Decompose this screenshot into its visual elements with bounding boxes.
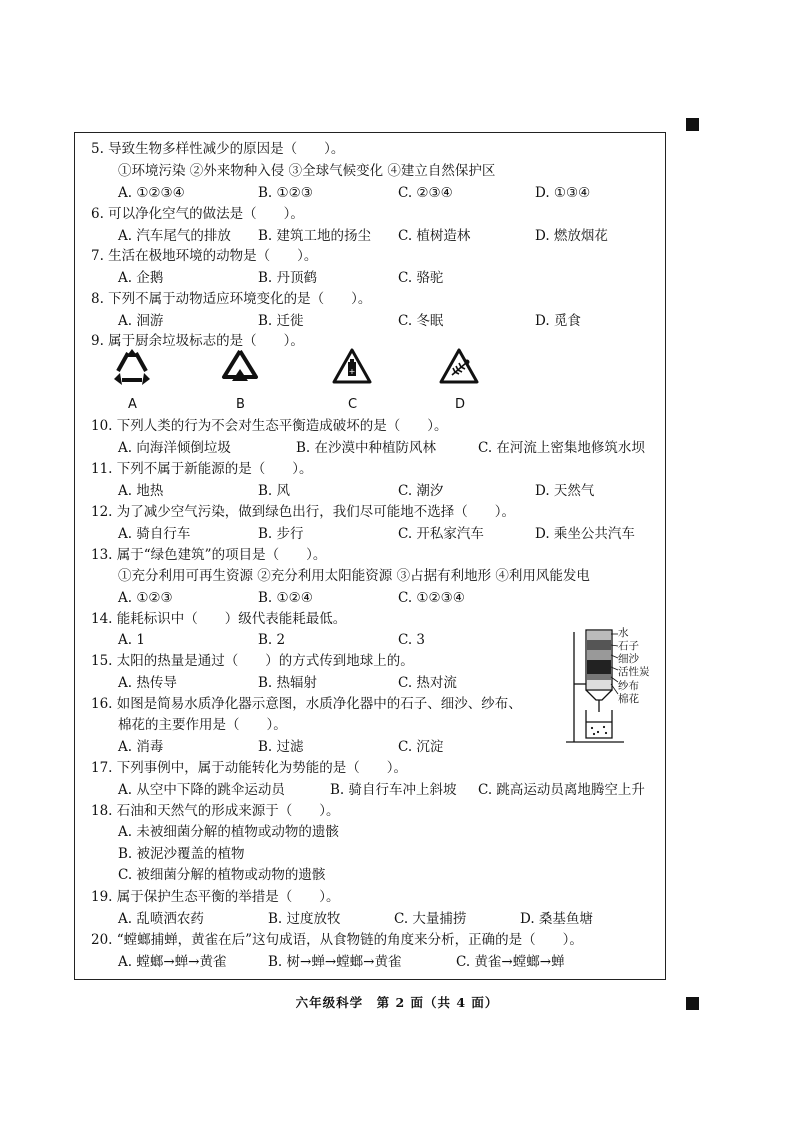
battery-hazard-icon[interactable] — [330, 347, 374, 387]
q18-option-a[interactable]: A. 未被细菌分解的植物或动物的遗骸 — [118, 824, 339, 840]
q8-option-a[interactable]: A. 洄游 — [118, 313, 164, 329]
q13-stem: 13. 属于“绿色建筑”的项目是（ ）。 — [91, 547, 327, 563]
q16-option-c[interactable]: C. 沉淀 — [398, 739, 444, 755]
q6-option-a[interactable]: A. 汽车尾气的排放 — [118, 228, 231, 244]
q13-option-b[interactable]: B. ①②④ — [258, 590, 313, 606]
cycle-arrows-icon[interactable] — [218, 347, 262, 387]
q12-stem: 12. 为了减少空气污染，做到绿色出行，我们尽可能地不选择（ ）。 — [91, 504, 516, 520]
q5-option-b[interactable]: B. ①②③ — [258, 185, 313, 201]
q19-option-b[interactable]: B. 过度放牧 — [268, 911, 341, 927]
q9-label-d: D — [455, 397, 466, 412]
q11-option-a[interactable]: A. 地热 — [118, 483, 164, 499]
q6-option-d[interactable]: D. 燃放烟花 — [535, 228, 608, 244]
q11-option-c[interactable]: C. 潮汐 — [398, 483, 444, 499]
q7-option-b[interactable]: B. 丹顶鹤 — [258, 270, 318, 286]
q20-stem: 20. “螳螂捕蝉，黄雀在后”这句成语，从食物链的角度来分析，正确的是（ ）。 — [91, 932, 583, 948]
q11-option-d[interactable]: D. 天然气 — [535, 483, 595, 499]
q15-option-b[interactable]: B. 热辐射 — [258, 675, 318, 691]
q6-option-b[interactable]: B. 建筑工地的扬尘 — [258, 228, 372, 244]
q8-stem: 8. 下列不属于动物适应环境变化的是（ ）。 — [91, 291, 372, 307]
water-filter-diagram — [564, 624, 660, 746]
q12-option-c[interactable]: C. 开私家汽车 — [398, 526, 484, 542]
q11-option-b[interactable]: B. 风 — [258, 483, 291, 499]
q6-stem: 6. 可以净化空气的做法是（ ）。 — [91, 206, 304, 222]
q11-stem: 11. 下列不属于新能源的是（ ）。 — [91, 461, 313, 477]
q12-option-b[interactable]: B. 步行 — [258, 526, 304, 542]
q9-label-a: A — [128, 397, 137, 412]
q7-option-a[interactable]: A. 企鹅 — [118, 270, 164, 286]
q10-option-b[interactable]: B. 在沙漠中种植防风林 — [296, 440, 437, 456]
q15-stem: 15. 太阳的热量是通过（ ）的方式传到地球上的。 — [91, 653, 414, 669]
q20-option-b[interactable]: B. 树→蝉→螳螂→黄雀 — [268, 954, 402, 970]
q19-option-d[interactable]: D. 桑基鱼塘 — [520, 911, 593, 927]
q12-option-d[interactable]: D. 乘坐公共汽车 — [535, 526, 635, 542]
q7-stem: 7. 生活在极地环境的动物是（ ）。 — [91, 248, 318, 264]
q9-label-b: B — [236, 397, 245, 412]
q8-option-b[interactable]: B. 迁徙 — [258, 313, 304, 329]
q17-option-a[interactable]: A. 从空中下降的跳伞运动员 — [118, 782, 285, 798]
filter-label-pebbles: 石子 — [618, 640, 639, 652]
svg-text:+: + — [348, 367, 356, 376]
q17-stem: 17. 下列事例中，属于动能转化为势能的是（ ）。 — [91, 760, 408, 776]
q17-option-b[interactable]: B. 骑自行车冲上斜坡 — [330, 782, 457, 798]
q15-option-a[interactable]: A. 热传导 — [118, 675, 177, 691]
q19-stem: 19. 属于保护生态平衡的举措是（ ）。 — [91, 889, 340, 905]
q14-option-b[interactable]: B. 2 — [258, 632, 286, 648]
q17-option-c[interactable]: C. 跳高运动员离地腾空上升 — [478, 782, 645, 798]
q6-option-c[interactable]: C. 植树造林 — [398, 228, 471, 244]
recycle-symbol-icon[interactable] — [110, 347, 154, 387]
filter-label-sand: 细沙 — [618, 653, 639, 665]
q15-option-c[interactable]: C. 热对流 — [398, 675, 457, 691]
q5-option-c[interactable]: C. ②③④ — [398, 185, 453, 201]
q14-option-c[interactable]: C. 3 — [398, 632, 426, 648]
q10-option-a[interactable]: A. 向海洋倾倒垃圾 — [118, 440, 231, 456]
q5-stem: 5. 导致生物多样性减少的原因是（ ）。 — [91, 141, 345, 157]
filter-label-cotton: 棉花 — [618, 693, 639, 705]
q8-option-c[interactable]: C. 冬眠 — [398, 313, 444, 329]
filter-label-charcoal: 活性炭 — [618, 666, 650, 678]
q20-option-a[interactable]: A. 螳螂→蝉→黄雀 — [118, 954, 227, 970]
q14-stem: 14. 能耗标识中（ ）级代表能耗最低。 — [91, 611, 347, 627]
q19-option-c[interactable]: C. 大量捕捞 — [394, 911, 467, 927]
q9-label-c: C — [348, 397, 358, 412]
q7-option-c[interactable]: C. 骆驼 — [398, 270, 444, 286]
q16-stem: 16. 如图是简易水质净化器示意图，水质净化器中的石子、细沙、纱布、 — [91, 696, 522, 712]
q10-option-c[interactable]: C. 在河流上密集地修筑水坝 — [478, 440, 645, 456]
q14-option-a[interactable]: A. 1 — [118, 632, 145, 648]
filter-label-gauze: 纱布 — [618, 680, 639, 692]
q16-stem-continued: 棉花的主要作用是（ ）。 — [118, 717, 287, 733]
q18-stem: 18. 石油和天然气的形成来源于（ ）。 — [91, 803, 340, 819]
q19-option-a[interactable]: A. 乱喷洒农药 — [118, 911, 204, 927]
q20-option-c[interactable]: C. 黄雀→螳螂→蝉 — [456, 954, 565, 970]
fish-bone-icon[interactable] — [437, 347, 481, 387]
q10-stem: 10. 下列人类的行为不会对生态平衡造成破坏的是（ ）。 — [91, 418, 448, 434]
filter-label-water: 水 — [618, 627, 629, 639]
q13-option-a[interactable]: A. ①②③ — [118, 590, 173, 606]
q13-option-c[interactable]: C. ①②③④ — [398, 590, 465, 606]
registration-mark — [686, 118, 699, 131]
q5-items: ①环境污染 ②外来物种入侵 ③全球气候变化 ④建立自然保护区 — [118, 163, 496, 179]
q16-option-a[interactable]: A. 消毒 — [118, 739, 164, 755]
page-footer: 六年级科学 第 2 面（共 4 面） — [295, 995, 499, 1010]
q13-items: ①充分利用可再生资源 ②充分利用太阳能资源 ③占据有利地形 ④利用风能发电 — [118, 568, 590, 584]
q18-option-b[interactable]: B. 被泥沙覆盖的植物 — [118, 846, 245, 862]
q18-option-c[interactable]: C. 被细菌分解的植物或动物的遗骸 — [118, 867, 326, 883]
q9-stem: 9. 属于厨余垃圾标志的是（ ）。 — [91, 333, 304, 349]
q12-option-a[interactable]: A. 骑自行车 — [118, 526, 191, 542]
q8-option-d[interactable]: D. 觅食 — [535, 313, 581, 329]
q5-option-a[interactable]: A. ①②③④ — [118, 185, 185, 201]
q5-option-d[interactable]: D. ①③④ — [535, 185, 591, 201]
q16-option-b[interactable]: B. 过滤 — [258, 739, 304, 755]
